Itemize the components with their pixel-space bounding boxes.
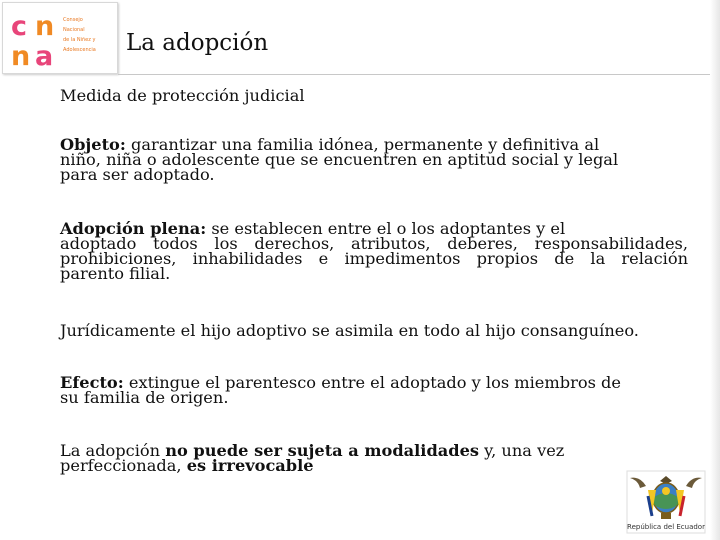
plena-line-3: prohibiciones, inhabilidades e impedimentos propios de la relación bbox=[60, 249, 688, 268]
title-divider bbox=[118, 74, 710, 75]
objeto-text-1: garantizar una familia idónea, permanente y definitiva al bbox=[125, 135, 600, 154]
efecto-label: Efecto: bbox=[60, 373, 124, 392]
medida-text: Medida de protección judicial bbox=[60, 86, 305, 105]
irrevocable-bold-1: no puede ser sujeta a modalidades bbox=[165, 441, 479, 460]
logo-letter-n2: n bbox=[11, 41, 31, 69]
objeto-line-3: para ser adoptado. bbox=[60, 165, 215, 184]
paragraph-irrevocable bbox=[60, 443, 688, 473]
plena-line-2: adoptado todos los derechos, atributos, deberes, responsabilidades, bbox=[60, 234, 688, 253]
juridica-text: Jurídicamente el hijo adoptivo se asimila en todo al hijo consanguíneo. bbox=[60, 321, 639, 340]
seal-caption: República del Ecuador bbox=[627, 523, 705, 531]
objeto-label: Objeto: bbox=[60, 135, 126, 154]
cnna-logo-mark bbox=[9, 9, 61, 69]
paragraph-medida bbox=[60, 88, 688, 103]
irrevocable-bold-2: es irrevocable bbox=[186, 456, 314, 475]
logo-letter-c: c bbox=[11, 11, 28, 42]
cnna-logo bbox=[2, 2, 118, 74]
paragraph-juridica bbox=[60, 323, 688, 338]
irrevocable-text-3: perfeccionada, bbox=[60, 456, 187, 475]
logo-line: Consejo bbox=[63, 17, 83, 23]
logo-text bbox=[63, 15, 117, 55]
paragraph-plena bbox=[60, 221, 688, 281]
paragraph-efecto bbox=[60, 375, 688, 405]
logo-line: Nacional bbox=[63, 27, 85, 33]
logo-letter-n1: n bbox=[35, 11, 55, 42]
logo-line: de la Niñez y bbox=[63, 37, 96, 43]
plena-line-4: parento filial. bbox=[60, 264, 171, 283]
irrevocable-text-1: La adopción bbox=[60, 441, 166, 460]
slide-edge bbox=[710, 0, 720, 540]
paragraph-objeto bbox=[60, 137, 670, 182]
irrevocable-text-2: y, una vez bbox=[479, 441, 565, 460]
slide-title: La adopción bbox=[126, 30, 269, 56]
plena-label: Adopción plena: bbox=[60, 219, 207, 238]
efecto-line-2: su familia de origen. bbox=[60, 388, 229, 407]
objeto-line-2: niño, niña o adolescente que se encuentren en aptitud social y legal bbox=[60, 150, 619, 169]
efecto-text-1: extingue el parentesco entre el adoptado y los miembros de bbox=[123, 373, 621, 392]
plena-text-1: se establecen entre el o los adoptantes y el bbox=[206, 219, 566, 238]
logo-line: Adolescencia bbox=[63, 47, 96, 53]
logo-letter-a: a bbox=[35, 41, 54, 69]
irrevocable-line-2 bbox=[60, 458, 688, 473]
